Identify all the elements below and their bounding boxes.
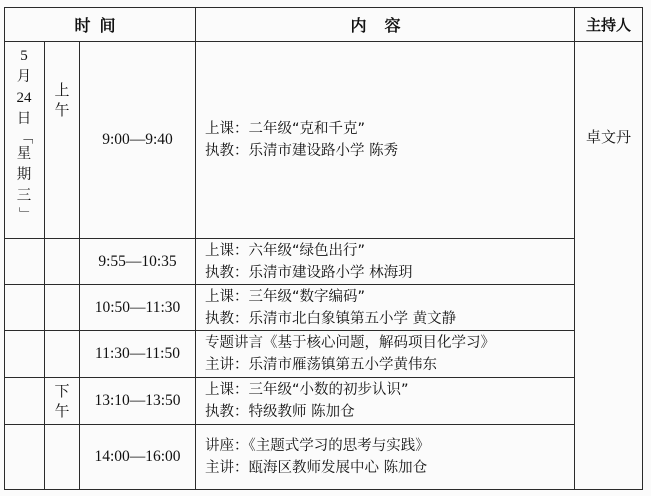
row-time: 13:10—13:50 bbox=[94, 392, 181, 409]
schedule-table bbox=[4, 7, 643, 490]
date-bracket-open: 「 bbox=[16, 129, 32, 145]
period-afternoon-char-2: 午 bbox=[54, 402, 70, 420]
rule bbox=[4, 489, 643, 490]
date-cell bbox=[4, 42, 44, 238]
date-weekday-1: 星 bbox=[16, 146, 32, 162]
row-line-2: 执教：乐清市建设路小学 陈秀 bbox=[205, 143, 399, 159]
row-line-2: 执教：乐清市北白象镇第五小学 黄文静 bbox=[205, 310, 457, 327]
row-line-1: 上课：六年级“绿色出行” bbox=[205, 242, 366, 259]
period-afternoon bbox=[45, 378, 79, 424]
row-content bbox=[196, 378, 574, 424]
date-month-unit: 月 bbox=[16, 69, 32, 85]
row-content bbox=[196, 285, 574, 330]
row-line-1: 讲座：《主题式学习的思考与实践》 bbox=[205, 438, 430, 454]
header-host: 主持人 bbox=[585, 15, 631, 34]
date-month: 5 bbox=[20, 48, 28, 64]
row-line-2: 主讲：瓯海区教师发展中心 陈加仓 bbox=[205, 460, 428, 476]
row-line-1: 上课：三年级“小数的初步认识” bbox=[205, 382, 409, 398]
row-line-1: 专题讲言《基于核心问题，解码项目化学习》 bbox=[205, 335, 495, 351]
row-time: 10:50—11:30 bbox=[94, 298, 181, 316]
row-time: 11:30—11:50 bbox=[95, 345, 180, 362]
row-time: 14:00—16:00 bbox=[94, 448, 181, 465]
row-line-2: 主讲：乐清市雁荡镇第五小学黄伟东 bbox=[205, 357, 437, 373]
row-content bbox=[196, 42, 574, 238]
date-bracket-close: 」 bbox=[16, 206, 32, 222]
date-weekday-3: 三 bbox=[16, 188, 32, 204]
date-weekday-2: 期 bbox=[16, 167, 32, 183]
row-time: 9:55—10:35 bbox=[98, 252, 177, 270]
period-afternoon-char-1: 下 bbox=[54, 382, 70, 400]
row-line-1: 上课：二年级“克和千克” bbox=[205, 121, 366, 137]
period-morning-char-1: 上 bbox=[54, 81, 70, 99]
row-line-2: 执教：乐清市建设路小学 林海玥 bbox=[205, 264, 413, 281]
row-line-2: 执教：特级教师 陈加仓 bbox=[205, 404, 355, 420]
row-content bbox=[196, 331, 574, 377]
host-name: 卓文丹 bbox=[585, 128, 631, 146]
period-morning bbox=[45, 42, 79, 238]
period-morning-char-2: 午 bbox=[54, 101, 70, 119]
row-time: 9:00—9:40 bbox=[102, 131, 173, 148]
row-content bbox=[196, 425, 574, 489]
row-line-1: 上课：三年级“数字编码” bbox=[205, 288, 366, 305]
date-day: 24 bbox=[16, 90, 32, 106]
row-content bbox=[196, 239, 574, 284]
date-day-unit: 日 bbox=[16, 111, 32, 127]
header-content: 内容 bbox=[350, 15, 419, 35]
header-time: 时间 bbox=[74, 15, 125, 35]
